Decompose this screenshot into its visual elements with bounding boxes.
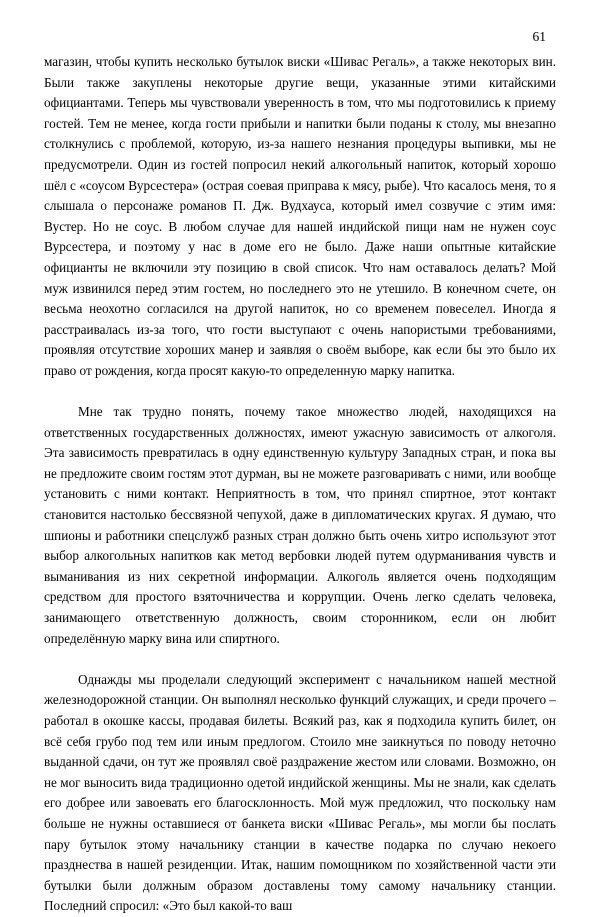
body-text — [44, 52, 556, 917]
paragraph-1: магазин, чтобы купить несколько бутылок виски «Шивас Регаль», а также некоторых вин. Были также закуплены некоторые другие вещи, указанные этими китайскими официантами. Теперь мы чувствовали уверенность в том, что мы подготовились к приему гостей. Тем не менее, когда гости прибыли и напитки были поданы к столу, мы внезапно столкнулись с проблемой, которую, из-за нашего незнания процедуры выпивки, мы не предусмотрели. Один из гостей попросил некий алкогольный напиток, который хорошо шёл с «соусом Вурсестера» (острая соевая приправа к мясу, рыбе). Что касалось меня, то я слышала о персонаже романов П. Дж. Вудхауса, который имел созвучие с этим имя: Вустер. Но не соус. В любом случае для нашей индийской пищи нам не нужен соус Вурсестера, и поэтому у нас в доме его не было. Даже наши опытные китайские официанты не включили эту позицию в свой список. Что нам оставалось делать? Мой муж извинился перед этим гостем, но последнего это не утешило. В конечном счете, он весьма неохотно согласился на другой напиток, но со временем повеселел. Иногда я расстраивалась из-за того, что гости выступают с очень напористыми требованиями, проявляя отсутствие хороших манер и заявляя о своём выборе, как если бы это было их право от рождения, когда просят какую-то определенную марку напитка. — [44, 54, 556, 378]
paragraph-3: Однажды мы проделали следующий эксперимент с начальником нашей местной железнодорожной станции. Он выполнял несколько функций служащих, и среди прочего – работал в окошке кассы, продавая билеты. Всякий раз, как я подходила купить билет, он всё себя грубо под тем или иным предлогом. Стоило мне заикнуться по поводу неточно выданной сдачи, он тут же проявлял своё раздражение жестом или словами. Возможно, он не мог выносить вида традиционно одетой индийской женщины. Мы не знали, как сделать его добрее или завоевать его благосклонность. Мой муж предложил, что поскольку нам больше не нужны оставшиеся от банкета виски «Шивас Регаль», мы могли бы послать пару бутылок этому начальнику станции в качестве подарка по случаю некоего празднества в нашей резиденции. Итак, нашим помощником по хозяйственной части эти бутылки были должным образом доставлены тому самому начальнику станции. Последний спросил: «Это был какой-то ваш — [44, 671, 556, 914]
paragraph-2: Мне так трудно понять, почему такое множество людей, находящихся на ответственных государственных должностях, имеют ужасную зависимость от алкоголя. Эта зависимость превратилась в одну единственную культуру Западных стран, и пока вы не предложите своим гостям этот дурман, вы не можете разговаривать с ними, или вообще установить с ними контакт. Неприятность в том, что принял спиртное, этот контакт становится настолько бессвязной чепухой, даже в дипломатических кругах. Я думаю, что шпионы и работники спецслужб разных стран должно быть очень хитро используют этот выбор алкогольных напитков как метод вербовки людей путем одурманивания чувств и выманивания из них секретной информации. Алкоголь является очень подходящим средством для простого взяточничества и коррупции. Очень легко сделать человека, занимающего ответственную должность, своим сторонником, если он любит определённую марку вина или спиртного. — [44, 404, 556, 646]
page-number: 61 — [532, 29, 546, 44]
